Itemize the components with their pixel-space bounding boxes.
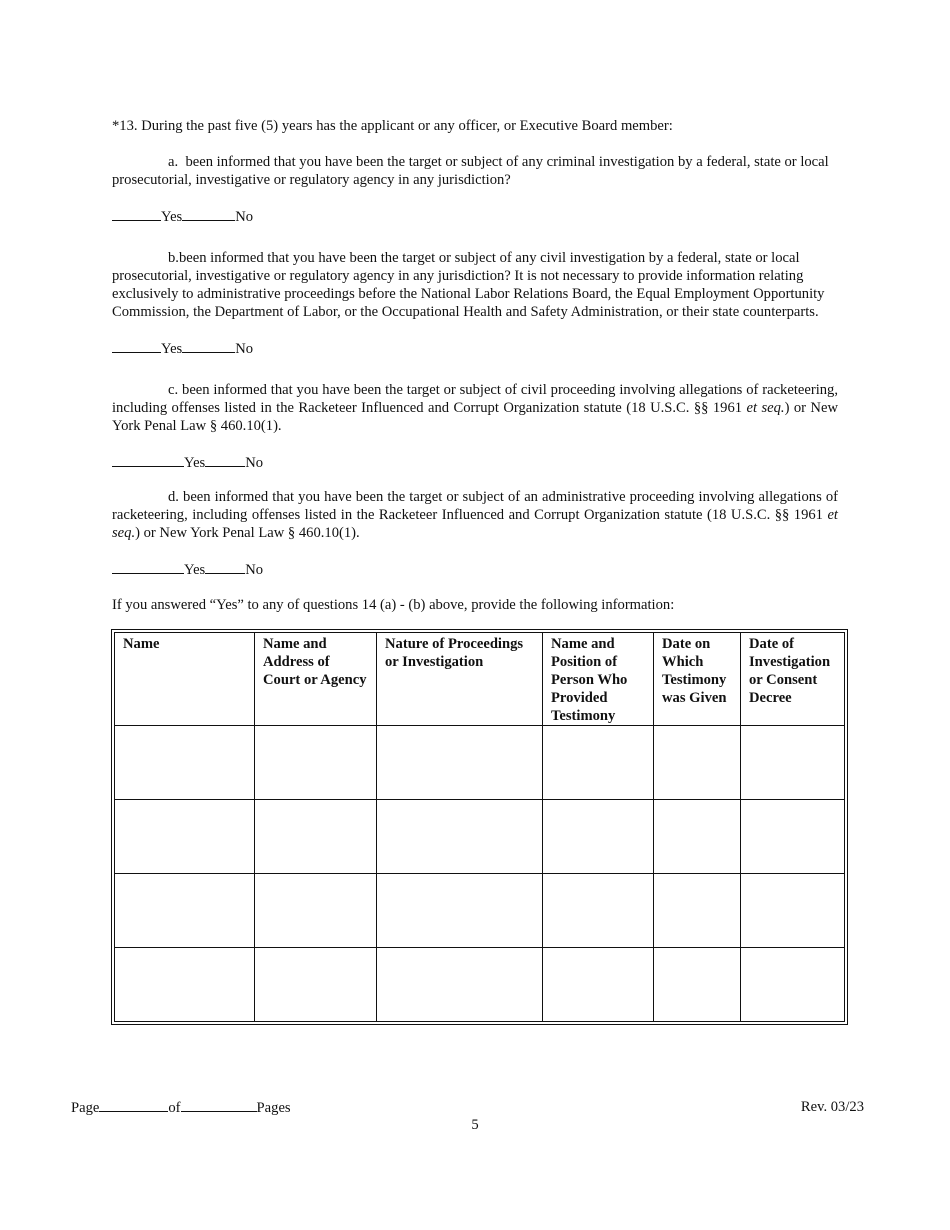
yes-label: Yes [184, 455, 206, 471]
no-blank[interactable] [182, 339, 235, 353]
page-count-line [71, 1098, 291, 1117]
no-blank[interactable] [205, 453, 245, 467]
item-label: a. [168, 154, 179, 170]
yes-label: Yes [184, 562, 206, 578]
table-cell[interactable] [654, 726, 741, 800]
no-label: No [245, 562, 264, 578]
table-cell[interactable] [115, 726, 255, 800]
item-italic: et seq. [112, 507, 838, 541]
item-text: been informed that you have been the target or subject of an administrative proceeding involving allegations of racketeering, including offenses listed in the Racketeer Influenced and Corrupt Organization statute (18 U.S.C. §§ 1961 [112, 489, 838, 523]
question-item-d [112, 488, 838, 542]
item-italic: et seq. [746, 400, 785, 416]
question-item-c [112, 381, 838, 435]
yes-label: Yes [161, 209, 183, 225]
pages-total-blank[interactable] [181, 1098, 257, 1112]
answer-line-d [112, 560, 263, 579]
table-cell[interactable] [543, 726, 654, 800]
col-header-person-position: Name and Position of Person Who Provided Testimony [543, 633, 654, 726]
table-cell[interactable] [255, 726, 377, 800]
no-label: No [235, 341, 254, 357]
of-label: of [168, 1100, 181, 1116]
no-label: No [245, 455, 264, 471]
table-instruction: If you answered “Yes” to any of questions 14 (a) - (b) above, provide the following information: [112, 597, 675, 613]
table-cell[interactable] [115, 800, 255, 874]
yes-blank[interactable] [112, 453, 184, 467]
table-cell[interactable] [543, 948, 654, 1021]
item-label: d. [168, 489, 179, 505]
table-cell[interactable] [377, 800, 543, 874]
item-label: c. [168, 382, 179, 398]
table-row [115, 874, 844, 948]
yes-blank[interactable] [112, 339, 161, 353]
table-cell[interactable] [377, 726, 543, 800]
page-label: Page [71, 1100, 100, 1116]
question-intro: *13. During the past five (5) years has the applicant or any officer, or Executive Board member: [112, 118, 673, 134]
item-text: been informed that you have been the target or subject of any civil investigation by a federal, state or local prosecutorial, investigative or regulatory agency in any jurisdiction? It is not necessary to provide information relating exclusively to administrative proceedings before the National Labor Relations Board, the Equal Employment Opportunity Commission, the Department of Labor, or the Occupational Health and Safety Administration, or their state counterparts. [112, 250, 825, 320]
item-text-end: ) or New York Penal Law § 460.10(1). [135, 525, 360, 541]
col-header-court-agency: Name and Address of Court or Agency [255, 633, 377, 726]
table-cell[interactable] [255, 800, 377, 874]
yes-label: Yes [161, 341, 183, 357]
table-cell[interactable] [115, 874, 255, 948]
table-header-row [115, 633, 844, 726]
table-cell[interactable] [255, 874, 377, 948]
col-header-investigation-date: Date of Investigation or Consent Decree [741, 633, 844, 726]
yes-blank[interactable] [112, 560, 184, 574]
col-header-name: Name [115, 633, 255, 726]
yes-blank[interactable] [112, 207, 161, 221]
answer-line-c [112, 453, 263, 472]
table-cell[interactable] [654, 800, 741, 874]
table-cell[interactable] [255, 948, 377, 1021]
page-number: 5 [471, 1117, 479, 1133]
table-cell[interactable] [654, 948, 741, 1021]
item-label: b. [168, 250, 179, 266]
item-text: been informed that you have been the target or subject of civil proceeding involving allegations of racketeering, including offenses listed in the Racketeer Influenced and Corrupt Organization statute (18 U.S.C. §§ 1961 [112, 382, 838, 416]
table-cell[interactable] [741, 948, 844, 1021]
col-header-nature: Nature of Proceedings or Investigation [377, 633, 543, 726]
table-cell[interactable] [654, 874, 741, 948]
table-cell[interactable] [377, 874, 543, 948]
page-blank[interactable] [99, 1098, 168, 1112]
answer-line-b [112, 339, 253, 358]
table-cell[interactable] [543, 800, 654, 874]
no-blank[interactable] [182, 207, 235, 221]
no-blank[interactable] [205, 560, 245, 574]
table-cell[interactable] [741, 726, 844, 800]
question-item-a [112, 153, 872, 189]
table-cell[interactable] [741, 874, 844, 948]
table-row [115, 948, 844, 1021]
table-cell[interactable] [377, 948, 543, 1021]
pages-label: Pages [256, 1100, 291, 1116]
table-cell[interactable] [741, 800, 844, 874]
answer-line-a [112, 207, 253, 226]
information-table [114, 632, 845, 1022]
no-label: No [235, 209, 254, 225]
col-header-testimony-date: Date on Which Testimony was Given [654, 633, 741, 726]
item-text-end: ) or New York Penal Law § 460.10(1). [112, 400, 838, 434]
question-item-b [112, 249, 872, 321]
table-row [115, 726, 844, 800]
table-row [115, 800, 844, 874]
table-cell[interactable] [115, 948, 255, 1021]
table-cell[interactable] [543, 874, 654, 948]
item-text: been informed that you have been the target or subject of any criminal investigation by a federal, state or local prosecutorial, investigative or regulatory agency in any jurisdiction? [112, 154, 829, 188]
revision-label: Rev. 03/23 [800, 1099, 864, 1115]
